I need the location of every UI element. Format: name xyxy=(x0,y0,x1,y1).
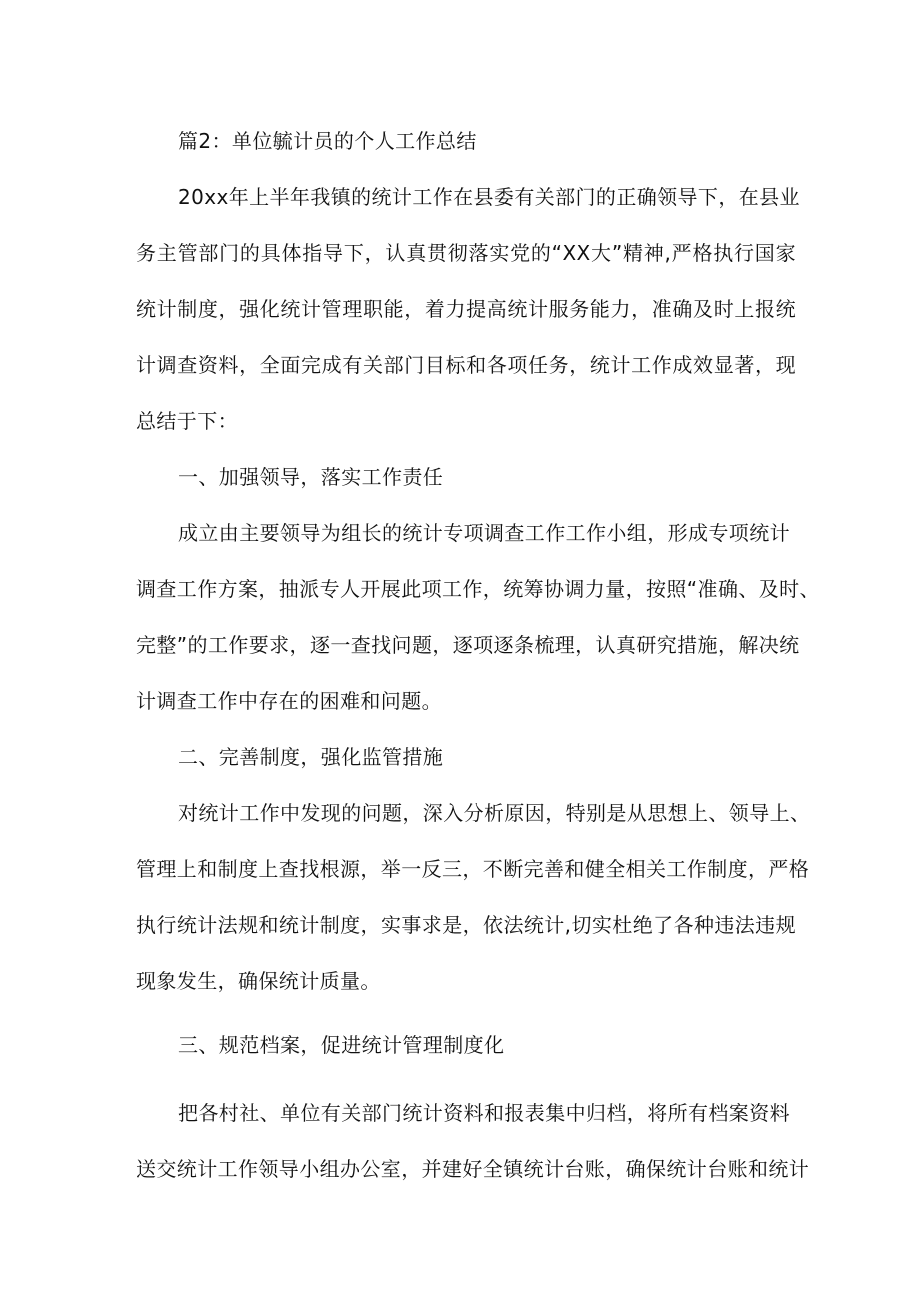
paragraph-1-line-3: 统计制度，强化统计管理职能，着力提高统计服务能力，准确及时上报统 xyxy=(136,297,796,321)
paragraph-2-line-1: 成立由主要领导为组长的统计专项调查工作工作小组，形成专项统计 xyxy=(178,521,790,545)
paragraph-3-line-4: 现象发生，确保统计质量。 xyxy=(136,969,381,993)
paragraph-1-line-5: 总结于下： xyxy=(136,409,238,433)
section-heading-1: 一、加强领导，落实工作责任 xyxy=(178,465,444,489)
paragraph-3-line-3: 执行统计法规和统计制度，实事求是，依法统计,切实杜绝了各种违法违规 xyxy=(136,913,796,937)
paragraph-3-line-1: 对统计工作中发现的问题，深入分析原因，特别是从思想上、领导上、 xyxy=(178,801,811,825)
paragraph-1-line-4: 计调查资料，全面完成有关部门目标和各项任务，统计工作成效显著，现 xyxy=(136,353,796,377)
paragraph-4-line-2: 送交统计工作领导小组办公室，并建好全镇统计台账，确保统计台账和统计 xyxy=(136,1157,810,1181)
paragraph-2-line-3: 完整”的工作要求，逐一查找问题，逐项逐条梳理，认真研究措施，解决统 xyxy=(136,633,800,657)
paragraph-1-line-2: 务主管部门的具体指导下，认真贯彻落实党的“XX大”精神,严格执行国家 xyxy=(136,241,796,265)
document-title: 篇2：单位毓计员的个人工作总结 xyxy=(178,129,477,153)
section-heading-2: 二、完善制度，强化监管措施 xyxy=(178,745,444,769)
paragraph-3-line-2: 管理上和制度上查找根源，举一反三，不断完善和健全相关工作制度，严格 xyxy=(136,857,810,881)
paragraph-1-line-1: 20xx年上半年我镇的统计工作在县委有关部门的正确领导下，在县业 xyxy=(178,185,800,209)
paragraph-4-line-1: 把各村社、单位有关部门统计资料和报表集中归档，将所有档案资料 xyxy=(178,1101,790,1125)
section-heading-3: 三、规范档案，促进统计管理制度化 xyxy=(178,1033,505,1057)
paragraph-2-line-2: 调查工作方案，抽派专人开展此项工作，统筹协调力量，按照“准确、及时、 xyxy=(136,577,820,601)
paragraph-2-line-4: 计调查工作中存在的困难和问题。 xyxy=(136,689,442,713)
